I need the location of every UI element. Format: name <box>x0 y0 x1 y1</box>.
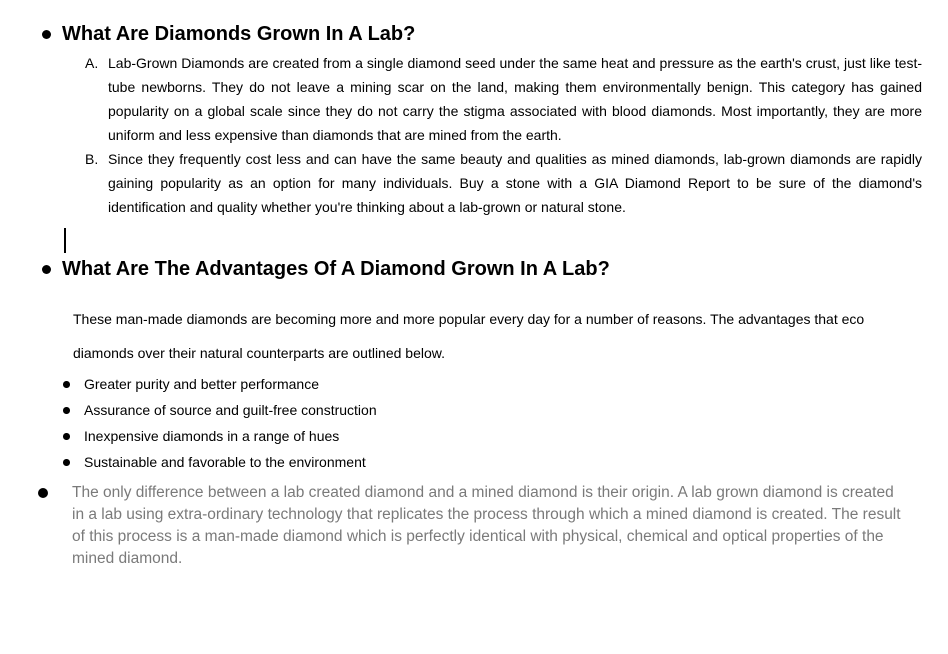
list-item[interactable] <box>84 449 784 475</box>
list-marker: A. <box>85 55 99 71</box>
paragraph-text: Lab-Grown Diamonds are created from a single diamond seed under the same heat and pressure as the earth's crust, just like test-tube newborns. They do not leave a mining scar on the land, making them environmentally benign. This category has gained popularity on a global scale since they do not carry the stigma associated with blood diamonds. Most importantly, they are more uniform and less expensive than diamonds that are mined from the earth. <box>108 55 922 143</box>
heading-text: What Are Diamonds Grown In A Lab? <box>62 23 416 45</box>
list-item[interactable] <box>84 371 784 397</box>
note-paragraph-text: The only difference between a lab created diamond and a mined diamond is their origin. A lab grown diamond is created in a lab using extra-ordinary technology that replicates the process through which a mined diamond is created. The result of this process is a man-made diamond which is perfectly identical with physical, chemical and optical properties of the mined diamond. <box>72 484 901 567</box>
lettered-list <box>85 51 922 219</box>
list-item-text: Inexpensive diamonds in a range of hues <box>84 428 340 444</box>
bullet-icon <box>63 381 70 388</box>
list-item-text: Greater purity and better performance <box>84 376 320 392</box>
list-marker: B. <box>85 151 99 167</box>
bullet-icon <box>63 459 70 466</box>
paragraph-text: Since they frequently cost less and can have the same beauty and qualities as mined diamonds, lab-grown diamonds are rapidly gaining popularity as an option for many individuals. Buy a stone with a GIA Diamond Report to be sure of the diamond's identification and quality whether you're thinking about a lab-grown or natural stone. <box>108 151 922 215</box>
intro-paragraph[interactable]: These man-made diamonds are becoming more and more popular every day for a number of reasons. The advantages that eco diamonds over their natural counterparts are outlined below. <box>73 311 865 361</box>
advantages-list <box>84 371 784 475</box>
list-item[interactable] <box>84 397 784 423</box>
text-caret <box>64 228 66 253</box>
bullet-icon <box>42 30 51 39</box>
bullet-icon <box>38 488 48 498</box>
list-item[interactable] <box>84 423 784 449</box>
bullet-icon <box>42 265 51 274</box>
heading-advantages[interactable] <box>42 257 610 281</box>
list-item-text: Assurance of source and guilt-free construction <box>84 402 377 418</box>
heading-what-are-lab-diamonds[interactable] <box>42 22 415 46</box>
list-item-text: Sustainable and favorable to the environment <box>84 454 366 470</box>
bullet-icon <box>63 407 70 414</box>
list-item-b[interactable] <box>85 147 922 219</box>
list-item-a[interactable] <box>85 51 922 147</box>
bullet-icon <box>63 433 70 440</box>
heading-text: What Are The Advantages Of A Diamond Grown In A Lab? <box>62 258 610 280</box>
